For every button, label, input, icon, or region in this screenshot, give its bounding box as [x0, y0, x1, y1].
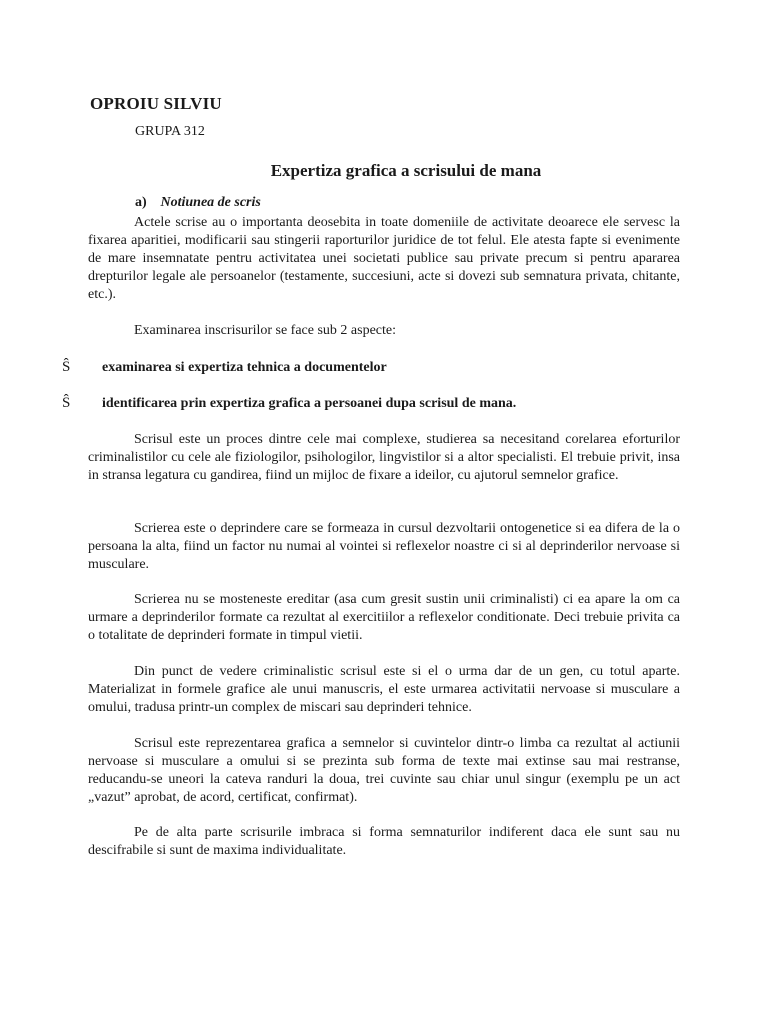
bullet-icon: Ŝ	[62, 359, 71, 375]
bullet-item	[62, 359, 722, 376]
body-paragraph	[88, 431, 680, 485]
intro-paragraph	[88, 214, 680, 304]
body-paragraph	[88, 824, 680, 860]
body-paragraph	[88, 591, 680, 645]
intro-paragraph-text: Actele scrise au o importanta deosebita in toate domeniile de activitate deoarece ele servesc la fixarea aparitiei, modificarii sau stingerii raporturilor juridice de tot felul. Ele atesta fapte si evenimente de mare insemnatate pentru activitatea unei societati publice sau private precum si pentru apararea drepturilor legale ale persoanelor (testamente, succesiuni, acte si dovezi sub semnatura privata, chitante, etc.).	[88, 215, 680, 302]
body-paragraph-text: Din punct de vedere criminalistic scrisul este si el o urma dar de un gen, cu totul aparte. Materializat in formele grafice ale unui manuscris, el este urmarea activitatii nervoase si musculare a omului, tradusa printr-un complex de miscari sau deprinderi tehnice.	[88, 664, 680, 715]
document-title: Expertiza grafica a scrisului de mana	[270, 161, 542, 180]
body-paragraph	[88, 735, 680, 807]
body-paragraph-text: Pe de alta parte scrisurile imbraca si forma semnaturilor indiferent daca ele sunt sau nu descifrabile si sunt de maxima individualitate.	[88, 825, 680, 858]
body-paragraph-text: Scrisul este un proces dintre cele mai complexe, studierea sa necesitand corelarea eforturilor criminalistilor cu cele ale fiziologilor, psihologilor, lingvistilor si a altor specialisti. El trebuie privit, insa in stransa legatura cu gandirea, fiind un mijloc de fixare a ideilor, cu ajutorul semnelor grafice.	[88, 432, 680, 483]
bullet-item-text: identificarea prin expertiza grafica a persoanei dupa scrisul de mana.	[102, 396, 517, 411]
bullet-item	[62, 395, 722, 412]
section-marker: a)	[135, 195, 147, 210]
group-label: GRUPA 312	[135, 124, 205, 139]
bullet-icon: Ŝ	[62, 395, 71, 411]
section-heading	[135, 195, 261, 211]
body-paragraph-text: Scrierea este o deprindere care se formeaza in cursul dezvoltarii ontogenetice si ea difera de la o persoana la alta, fiind un factor nu numai al vointei si reflexelor noastre ci si al deprinderilor nervoase si musculare.	[88, 521, 680, 572]
author-name: OPROIU SILVIU	[90, 94, 222, 113]
bullet-item-text: examinarea si expertiza tehnica a documentelor	[102, 360, 387, 375]
aspects-intro: Examinarea inscrisurilor se face sub 2 aspecte:	[134, 323, 397, 338]
body-paragraph-text: Scrisul este reprezentarea grafica a semnelor si cuvintelor dintr-o limba ca rezultat al actiunii nervoase si musculare a omului si se prezinta sub forma de texte mai extinse sau mai restranse, reducandu-se uneori la cateva randuri la doua, trei cuvinte sau chiar unul singur (exemplu pe un act „vazut” aprobat, de acord, certificat, confirmat).	[88, 736, 680, 805]
body-paragraph	[88, 663, 680, 717]
section-heading-text: Notiunea de scris	[160, 195, 261, 210]
body-paragraph-text: Scrierea nu se mosteneste ereditar (asa cum gresit sustin unii criminalisti) ci ea apare la om ca urmare a deprinderilor formate ca rezultat al exercitiilor a reflexelor conditionate. Deci trebuie privita ca o totalitate de deprinderi formate in timpul vietii.	[88, 592, 680, 643]
body-paragraph	[88, 520, 680, 574]
